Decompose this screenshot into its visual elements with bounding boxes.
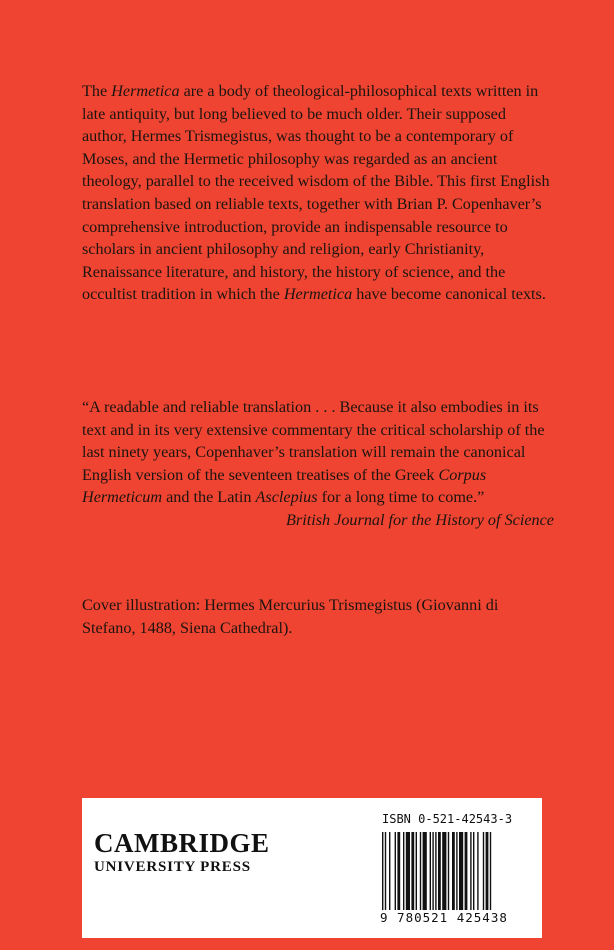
barcode-bar (430, 832, 431, 910)
text-run: and the Latin (162, 488, 256, 507)
barcode-bar (382, 832, 383, 918)
barcode-bar (389, 832, 390, 910)
barcode-bar (459, 832, 463, 910)
barcode-bar (452, 832, 455, 910)
barcode-number: 9 780521 425438 (380, 910, 508, 925)
barcode-bar (442, 832, 446, 910)
barcode-bar (395, 832, 396, 910)
text-run: are a body of theological-philosophical texts written in late antiquity, but long believed to be much older. Their supposed author, Hermes Trismegistus, was thought to be a contemporary of Moses, and the Hermetic philosophy was regarded as an ancient theology, parallel to the received wisdom of the Bible. This first English translation based on reliable texts, together with Brian P. Copenhaver’s comprehensive introduction, provide an indispensable resource to scholars in ancient philosophy and religion, early Christianity, Renaissance literature, and history, the history of science, and the occultist tradition in which the (82, 82, 550, 304)
publisher-name-line2: UNIVERSITY PRESS (94, 859, 251, 875)
italic-title-text: Hermetica (283, 285, 353, 304)
barcode-bar (397, 832, 400, 910)
barcode-bar (473, 832, 474, 910)
barcode-bar (477, 832, 478, 910)
barcode-bar (438, 832, 441, 918)
text-run: The (82, 82, 112, 100)
description-paragraph (82, 80, 554, 306)
barcode-bar (416, 832, 417, 910)
isbn-label: ISBN 0-521-42543-3 (382, 812, 513, 826)
barcode-bar (456, 832, 457, 910)
barcode-bar (435, 832, 436, 910)
barcode-bar (486, 832, 489, 910)
review-quote-text (82, 398, 545, 506)
review-source: British Journal for the History of Science (286, 510, 554, 529)
text-run: “A readable and reliable translation . . . Because it also embodies in its text and in its very extensive commentary the critical scholarship of the last ninety years, Copenhaver’s translation will remain the canonical English version of the seventeen treatises of the Greek (82, 398, 545, 484)
italic-title-text: Hermetica (111, 82, 180, 100)
barcode (382, 832, 530, 918)
barcode-bar (465, 832, 468, 910)
text-run: have become canonical texts. (352, 285, 546, 304)
barcode-bar (448, 832, 449, 910)
publisher-barcode-panel (82, 798, 542, 938)
barcode-bar (432, 832, 433, 910)
barcode-bar (470, 832, 471, 910)
publisher-logo (94, 828, 270, 876)
review-quote (82, 396, 554, 532)
barcode-bar (403, 832, 404, 910)
barcode-bar (411, 832, 414, 910)
barcode-bar (423, 832, 427, 910)
barcode-bar (385, 832, 386, 918)
barcode-bar (406, 832, 410, 910)
barcode-bar (490, 832, 491, 918)
text-run: for a long time to come.” (317, 488, 485, 507)
publisher-name-line1: CAMBRIDGE (94, 828, 270, 858)
cover-illustration-credit: Cover illustration: Hermes Mercurius Trismegistus (Giovanni di Stefano, 1488, Siena Cathedral). (82, 596, 499, 637)
italic-title-text: Asclepius (255, 488, 318, 507)
barcode-bar (483, 832, 484, 910)
italic-title-text: Corpus Hermeticum (82, 465, 487, 507)
barcode-bar (420, 832, 421, 910)
